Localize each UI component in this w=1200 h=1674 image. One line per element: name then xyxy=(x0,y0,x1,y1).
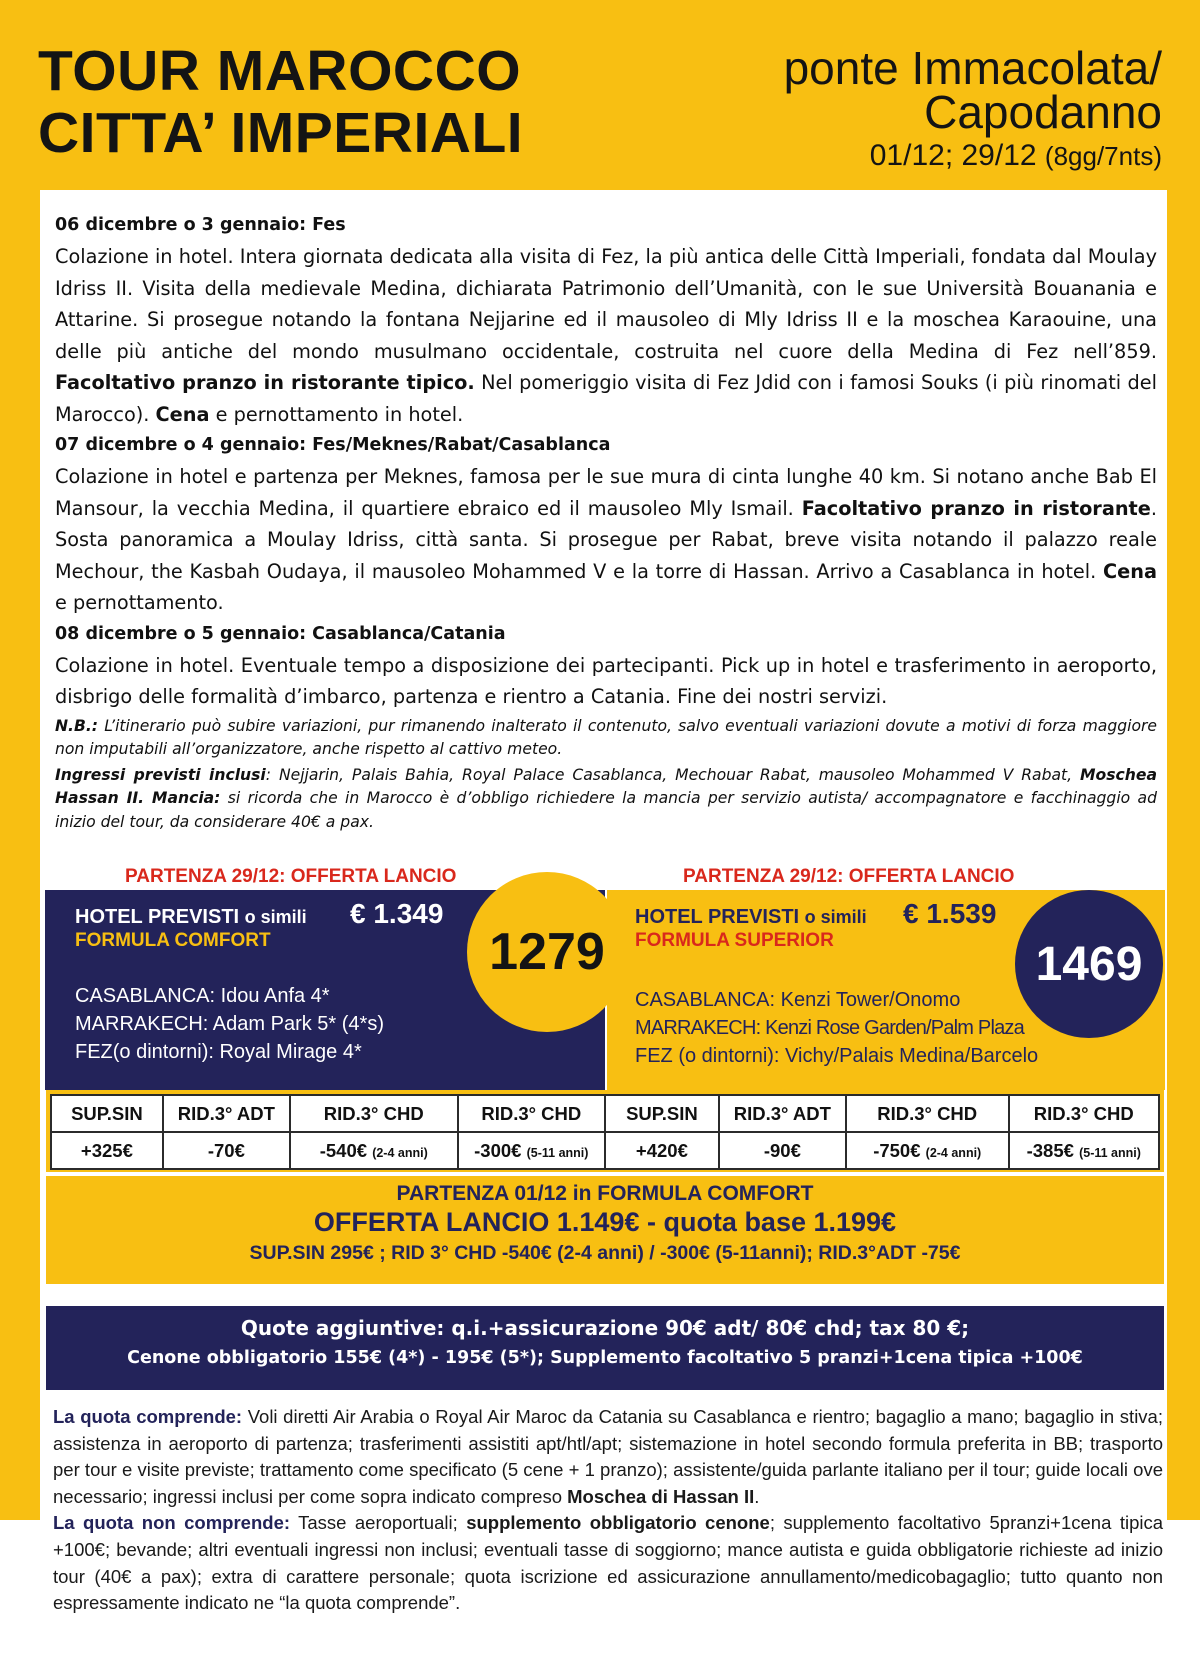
text-run: Colazione in hotel. Intera giornata dedicata alla visita di Fez, la più antica delle Città Imperiali, fondata dal Moulay Idriss II. Visita della medievale Medina, dichiarata Patrimonio dell’Umanità, con le sue Università Bouanania e Attarine. Si prosegue notando la fontana Nejjarine ed il mausoleo di Mly Idriss II e la moschea Karaouine, una delle più antiche del mondo musulmano occidentale, costruita nel cuore della Medina di Fez nell’859. xyxy=(55,245,1157,363)
comprende-bold: Moschea di Hassan II xyxy=(567,1485,755,1507)
table-header-row xyxy=(51,1095,1159,1132)
comprende-tail: . xyxy=(754,1485,760,1507)
departure-dates xyxy=(784,136,1162,176)
table-cell xyxy=(719,1132,846,1169)
supplements-table xyxy=(46,1090,1164,1172)
nb-label: N.B.: xyxy=(55,716,99,735)
table-cell xyxy=(458,1132,605,1169)
table-header-cell: SUP.SIN xyxy=(51,1095,163,1132)
table-header-cell: SUP.SIN xyxy=(605,1095,719,1132)
table-cell xyxy=(290,1132,458,1169)
day-title: 06 dicembre o 3 gennaio: Fes xyxy=(55,215,346,235)
cell-value: -70€ xyxy=(207,1139,245,1161)
tour-title xyxy=(38,40,523,164)
tour-subtitle xyxy=(783,42,1162,176)
table-header-cell: RID.3° CHD xyxy=(1009,1095,1159,1132)
partenza-title: PARTENZA 01/12 in FORMULA COMFORT xyxy=(396,1182,814,1205)
table-header-cell: RID.3° ADT xyxy=(719,1095,846,1132)
text-run: e pernottamento. xyxy=(55,591,224,614)
supplements-grid xyxy=(50,1094,1160,1170)
offer-price-badge: 1469 xyxy=(1015,890,1163,1038)
non-comprende-label: La quota non comprende: xyxy=(53,1512,291,1534)
itinerary xyxy=(55,210,1157,834)
bold-run: Facoltativo pranzo in ristorante tipico. xyxy=(55,371,475,394)
hotel-list xyxy=(75,982,384,1066)
hotel-item: CASABLANCA: Kenzi Tower/Onomo xyxy=(635,989,961,1011)
non-comprende-text: Tasse aeroportuali; xyxy=(290,1512,467,1534)
day-block xyxy=(55,430,1157,619)
offer-heading-left: PARTENZA 29/12: OFFERTA LANCIO xyxy=(125,866,457,887)
partenza-supplements: SUP.SIN 295€ ; RID 3° CHD -540€ (2-4 anni) / -300€ (5-11anni); RID.3°ADT -75€ xyxy=(249,1242,961,1264)
header-banner xyxy=(0,0,1200,190)
table-cell xyxy=(51,1132,163,1169)
dates-text: 01/12; 29/12 xyxy=(869,139,1037,172)
cell-value: -540€ xyxy=(319,1139,368,1161)
hotel-previsti-label xyxy=(75,906,307,929)
text-run: . Sosta panoramica a Moulay Idriss, città santa. Si prosegue per Rabat, breve visita notando il palazzo reale Mechour, the Kasbah Oudaya, il mausoleo Mohammed V e la torre di Hassan. Arrivo a Casablanca in hotel. xyxy=(55,496,1157,583)
cell-value: +420€ xyxy=(635,1139,688,1161)
non-comprende-tail: ; supplemento facoltativo 5pranzi+1cena tipica +100€; bevande; altri eventuali ingressi non inclusi; eventuali tasse di soggiorno; mance autista e guida obbligatorie richieste ad inizio tour (40€ a pax); extra di carattere personale; quota iscrizione ed assicurazione annullamento/medicobagaglio; tutto quanto non espressamente indicato ne “la quota comprende”. xyxy=(53,1512,1164,1614)
base-price: € 1.539 xyxy=(903,898,997,929)
text-run: Colazione in hotel. Eventuale tempo a disposizione dei partecipanti. Pick up in hotel e trasferimento in aeroporto, disbrigo delle formalità d’imbarco, partenza e rientro a Catania. Fine dei nostri servizi. xyxy=(55,653,1157,708)
quote-aggiuntive-banner xyxy=(46,1306,1164,1390)
subtitle-line-1: ponte Immacolata/ xyxy=(783,42,1162,94)
quote-aggiuntive-line-1: Quote aggiuntive: q.i.+assicurazione 90€ adt/ 80€ chd; tax 80 €; xyxy=(240,1316,970,1340)
cell-value: -90€ xyxy=(763,1139,801,1161)
hotel-item: FEZ (o dintorni): Vichy/Palais Medina/Barcelo xyxy=(635,1045,1039,1067)
day-block xyxy=(55,619,1157,713)
cell-note: (2-4 anni) xyxy=(372,1145,428,1160)
day-block xyxy=(55,210,1157,430)
table-cell xyxy=(846,1132,1009,1169)
comprende-label: La quota comprende: xyxy=(53,1406,243,1427)
nb-note xyxy=(55,715,1157,762)
hotel-item: MARRAKECH: Kenzi Rose Garden/Palm Plaza xyxy=(635,1017,1024,1039)
cell-value: -750€ xyxy=(873,1139,921,1161)
duration-text: (8gg/7nts) xyxy=(1044,141,1162,171)
base-price: € 1.349 xyxy=(350,898,444,929)
table-row xyxy=(51,1132,1159,1169)
quota-non-comprende xyxy=(53,1510,1163,1616)
text-run: e pernottamento in hotel. xyxy=(209,402,464,426)
table-cell xyxy=(605,1132,719,1169)
text-run: Nel pomeriggio visita di Fez Jdid con i famosi Souks (i più rinomati del Marocco). xyxy=(55,371,1157,426)
hotel-label: HOTEL PREVISTI xyxy=(635,906,800,928)
title-line-1: TOUR MAROCCO xyxy=(38,39,522,103)
hotel-box-superior xyxy=(607,890,1165,1090)
title-line-2: CITTA’ IMPERIALI xyxy=(38,101,524,165)
cell-note: (2-4 anni) xyxy=(925,1145,982,1160)
ingressi-text: : Nejjarin, Palais Bahia, Royal Palace Casablanca, Mechouar Rabat, mausoleo Mohammed V Rabat, xyxy=(265,765,1081,784)
ingressi-tail: si ricorda che in Marocco è d’obbligo richiedere la mancia per servizio autista/ accompagnatore e facchinaggio ad inizio del tour, da considerare 40€ a pax. xyxy=(55,789,1157,831)
partenza-0112-block xyxy=(46,1176,1164,1284)
table-header-cell: RID.3° CHD xyxy=(290,1095,458,1132)
cell-value: +325€ xyxy=(80,1139,133,1161)
day-title: 08 dicembre o 5 gennaio: Casablanca/Catania xyxy=(55,623,506,644)
ingressi-label: Ingressi previsti inclusi xyxy=(55,765,266,784)
cell-value: -385€ xyxy=(1026,1139,1074,1161)
cell-value: -300€ xyxy=(474,1139,522,1161)
nb-text: L’itinerario può subire variazioni, pur rimanendo inalterato il contenuto, salvo eventuali variazioni dovute a motivi di forza maggiore non imputabili all’organizzatore, anche rispetto al cattivo meteo. xyxy=(55,716,1157,758)
simili-label: o simili xyxy=(804,907,867,927)
bold-run: Cena xyxy=(155,402,210,426)
right-border xyxy=(1167,190,1200,1520)
table-header-cell: RID.3° CHD xyxy=(458,1095,605,1132)
day-title: 07 dicembre o 4 gennaio: Fes/Meknes/Rabat/Casablanca xyxy=(55,435,611,455)
cell-note: (5-11 anni) xyxy=(1079,1145,1141,1160)
hotel-item: CASABLANCA: Idou Anfa 4* xyxy=(75,985,330,1007)
hotel-label: HOTEL PREVISTI xyxy=(75,906,240,928)
text-run: Colazione in hotel e partenza per Meknes, famosa per le sue mura di cinta lunghe 40 km. Si notano anche Bab El Mansour, la vecchia Medina, il quartiere ebraico ed il mausoleo Mly Ismail. xyxy=(55,465,1157,520)
subtitle-line-2: Capodanno xyxy=(924,86,1162,138)
table-cell xyxy=(163,1132,290,1169)
day-description xyxy=(55,650,1157,713)
comprende-text: Voli diretti Air Arabia o Royal Air Maroc da Catania su Casablanca e rientro; bagaglio a mano; bagaglio in stiva; assistenza in aeroporto di partenza; trasferimenti assistiti apt/htl/apt; sistemazione in hotel secondo formula preferita in BB; trasporto per tour e visite previste; trattamento come specificato (5 cene + 1 pranzo); assistente/guida parlante italiano per il tour; guide locali ove necessario; ingressi inclusi per come sopra indicato compreso xyxy=(53,1406,1163,1507)
ingressi-note xyxy=(55,764,1157,835)
table-header-cell: RID.3° CHD xyxy=(846,1095,1009,1132)
bold-run: Facoltativo pranzo in ristorante xyxy=(801,496,1151,520)
day-description xyxy=(55,461,1157,619)
simili-label: o simili xyxy=(244,907,307,927)
formula-label: FORMULA SUPERIOR xyxy=(635,930,834,951)
cell-note: (5-11 anni) xyxy=(526,1145,589,1160)
bold-run: Cena xyxy=(1103,559,1157,583)
partenza-offer: OFFERTA LANCIO 1.149€ - quota base 1.199€ xyxy=(313,1207,897,1237)
hotel-box-comfort xyxy=(45,890,605,1090)
hotel-item: MARRAKECH: Adam Park 5* (4*s) xyxy=(75,1013,384,1035)
offer-heading-right: PARTENZA 29/12: OFFERTA LANCIO xyxy=(683,866,1015,887)
quota-comprende xyxy=(53,1404,1163,1510)
hotel-previsti-label xyxy=(635,906,867,929)
included-excluded-section xyxy=(53,1404,1163,1617)
day-description xyxy=(55,241,1157,430)
hotel-item: FEZ(o dintorni): Royal Mirage 4* xyxy=(75,1041,362,1063)
formula-label: FORMULA COMFORT xyxy=(75,930,271,951)
left-border xyxy=(0,190,40,1520)
non-comprende-bold: supplemento obbligatorio cenone xyxy=(466,1512,770,1534)
ingressi-bold: Moschea Hassan II. Mancia: xyxy=(55,765,1157,807)
quote-aggiuntive-line-2: Cenone obbligatorio 155€ (4*) - 195€ (5*); Supplemento facoltativo 5 pranzi+1cena tipica +100€ xyxy=(127,1348,1083,1368)
table-header-cell: RID.3° ADT xyxy=(163,1095,290,1132)
offer-price-badge: 1279 xyxy=(467,872,627,1032)
table-cell xyxy=(1009,1132,1159,1169)
hotel-list xyxy=(635,986,1038,1070)
